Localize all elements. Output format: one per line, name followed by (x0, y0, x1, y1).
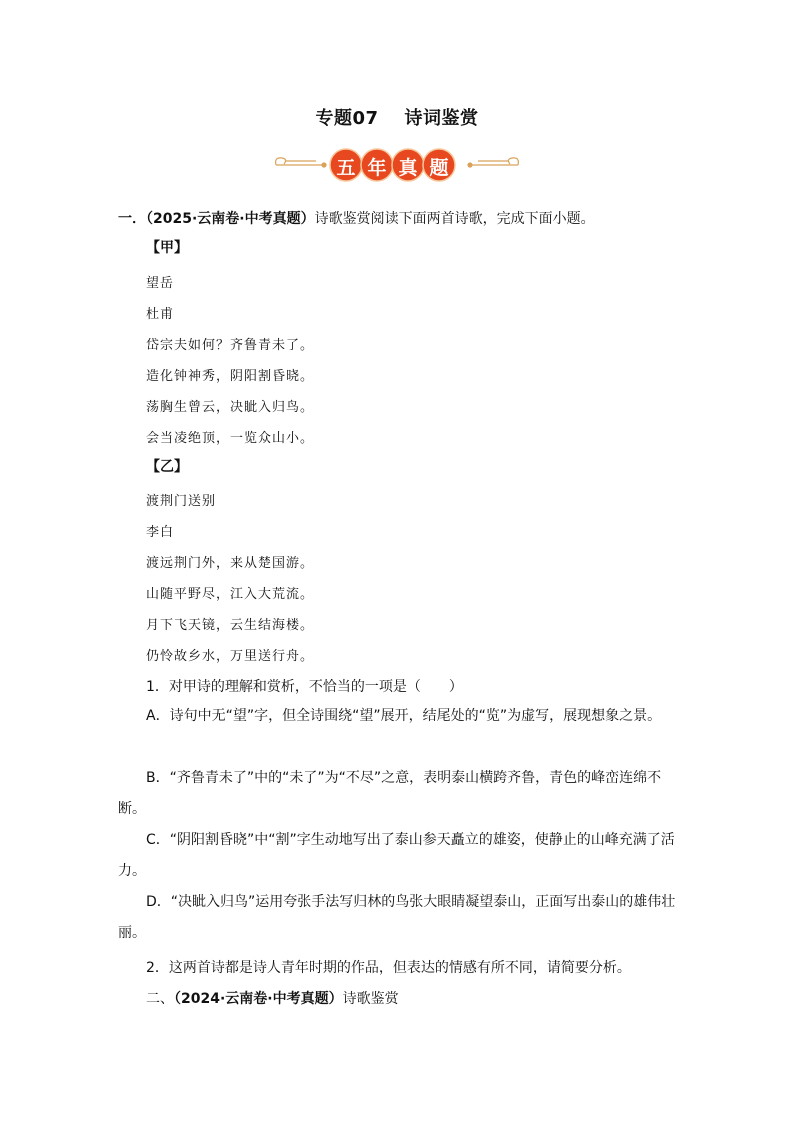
question-2-prompt: 诗歌鉴赏 (342, 991, 399, 1007)
poem-a-label: 【甲】 (146, 240, 188, 256)
sub-question-2-stem: 2．这两首诗都是诗人青年时期的作品，但表达的情感有所不同，请简要分析。 (146, 960, 631, 976)
option-b: B．“齐鲁青未了”中的“未了”为“不尽”之意，表明泰山横跨齐鲁，青色的峰峦连绵不断。 (118, 770, 662, 817)
option-a: A．诗句中无“望”字，但全诗围绕“望”展开，结尾处的“览”为虚写，展现想象之景。 (146, 708, 662, 724)
sub-question-1-stem: 1．对甲诗的理解和赏析，不恰当的一项是（ ） (146, 679, 463, 695)
banner-char-2: 年 (367, 157, 387, 179)
poem-a-author: 杜甫 (146, 307, 175, 322)
poem-b-line: 山随平野尽，江入大荒流。 (146, 587, 315, 602)
banner-char-1: 五 (336, 157, 356, 179)
title-topic-name: 诗词鉴赏 (404, 108, 479, 129)
poem-b-author: 李白 (146, 525, 175, 540)
poem-a-line: 造化钟神秀，阴阳割昏晓。 (146, 369, 315, 384)
poem-b-label: 【乙】 (146, 459, 188, 475)
poem-b-line: 渡远荆门外，来从楚国游。 (146, 556, 315, 571)
banner-char-4: 题 (429, 157, 449, 179)
poem-a-line: 会当凌绝顶，一览众山小。 (146, 431, 315, 446)
poem-b-line: 仍怜故乡水，万里送行舟。 (146, 649, 315, 664)
page-title (0, 104, 794, 130)
question-1-source: （2025·云南卷·中考真题） (146, 211, 315, 227)
poem-a-line: 岱宗夫如何？齐鲁青未了。 (146, 338, 315, 353)
question-1-number: 一． (118, 211, 146, 227)
banner-label-glyphs (0, 148, 794, 186)
option-d: D．“决眦入归鸟”运用夸张手法写归林的鸟张大眼睛凝望泰山，正面写出泰山的雄伟壮丽。 (118, 894, 676, 941)
question-2-number: 二、 (146, 991, 174, 1007)
banner-label (0, 148, 794, 186)
question-2-source: （2024·云南卷·中考真题） (174, 991, 343, 1007)
poem-a-title: 望岳 (146, 276, 175, 291)
question-2-header (146, 988, 399, 1008)
title-topic-number: 专题07 (315, 108, 379, 129)
poem-b-line: 月下飞天镜，云生结海楼。 (146, 618, 315, 633)
poem-b-title: 渡荆门送别 (146, 494, 217, 509)
question-1-header (118, 208, 595, 228)
question-1-prompt: 诗歌鉴赏阅读下面两首诗歌，完成下面小题。 (314, 211, 595, 227)
poem-a-line: 荡胸生曾云，决眦入归鸟。 (146, 400, 315, 415)
option-c: C．“阴阳割昏晓”中“割”字生动地写出了泰山参天矗立的雄姿，使静止的山峰充满了活力。 (118, 832, 675, 879)
banner-char-3: 真 (398, 157, 418, 179)
